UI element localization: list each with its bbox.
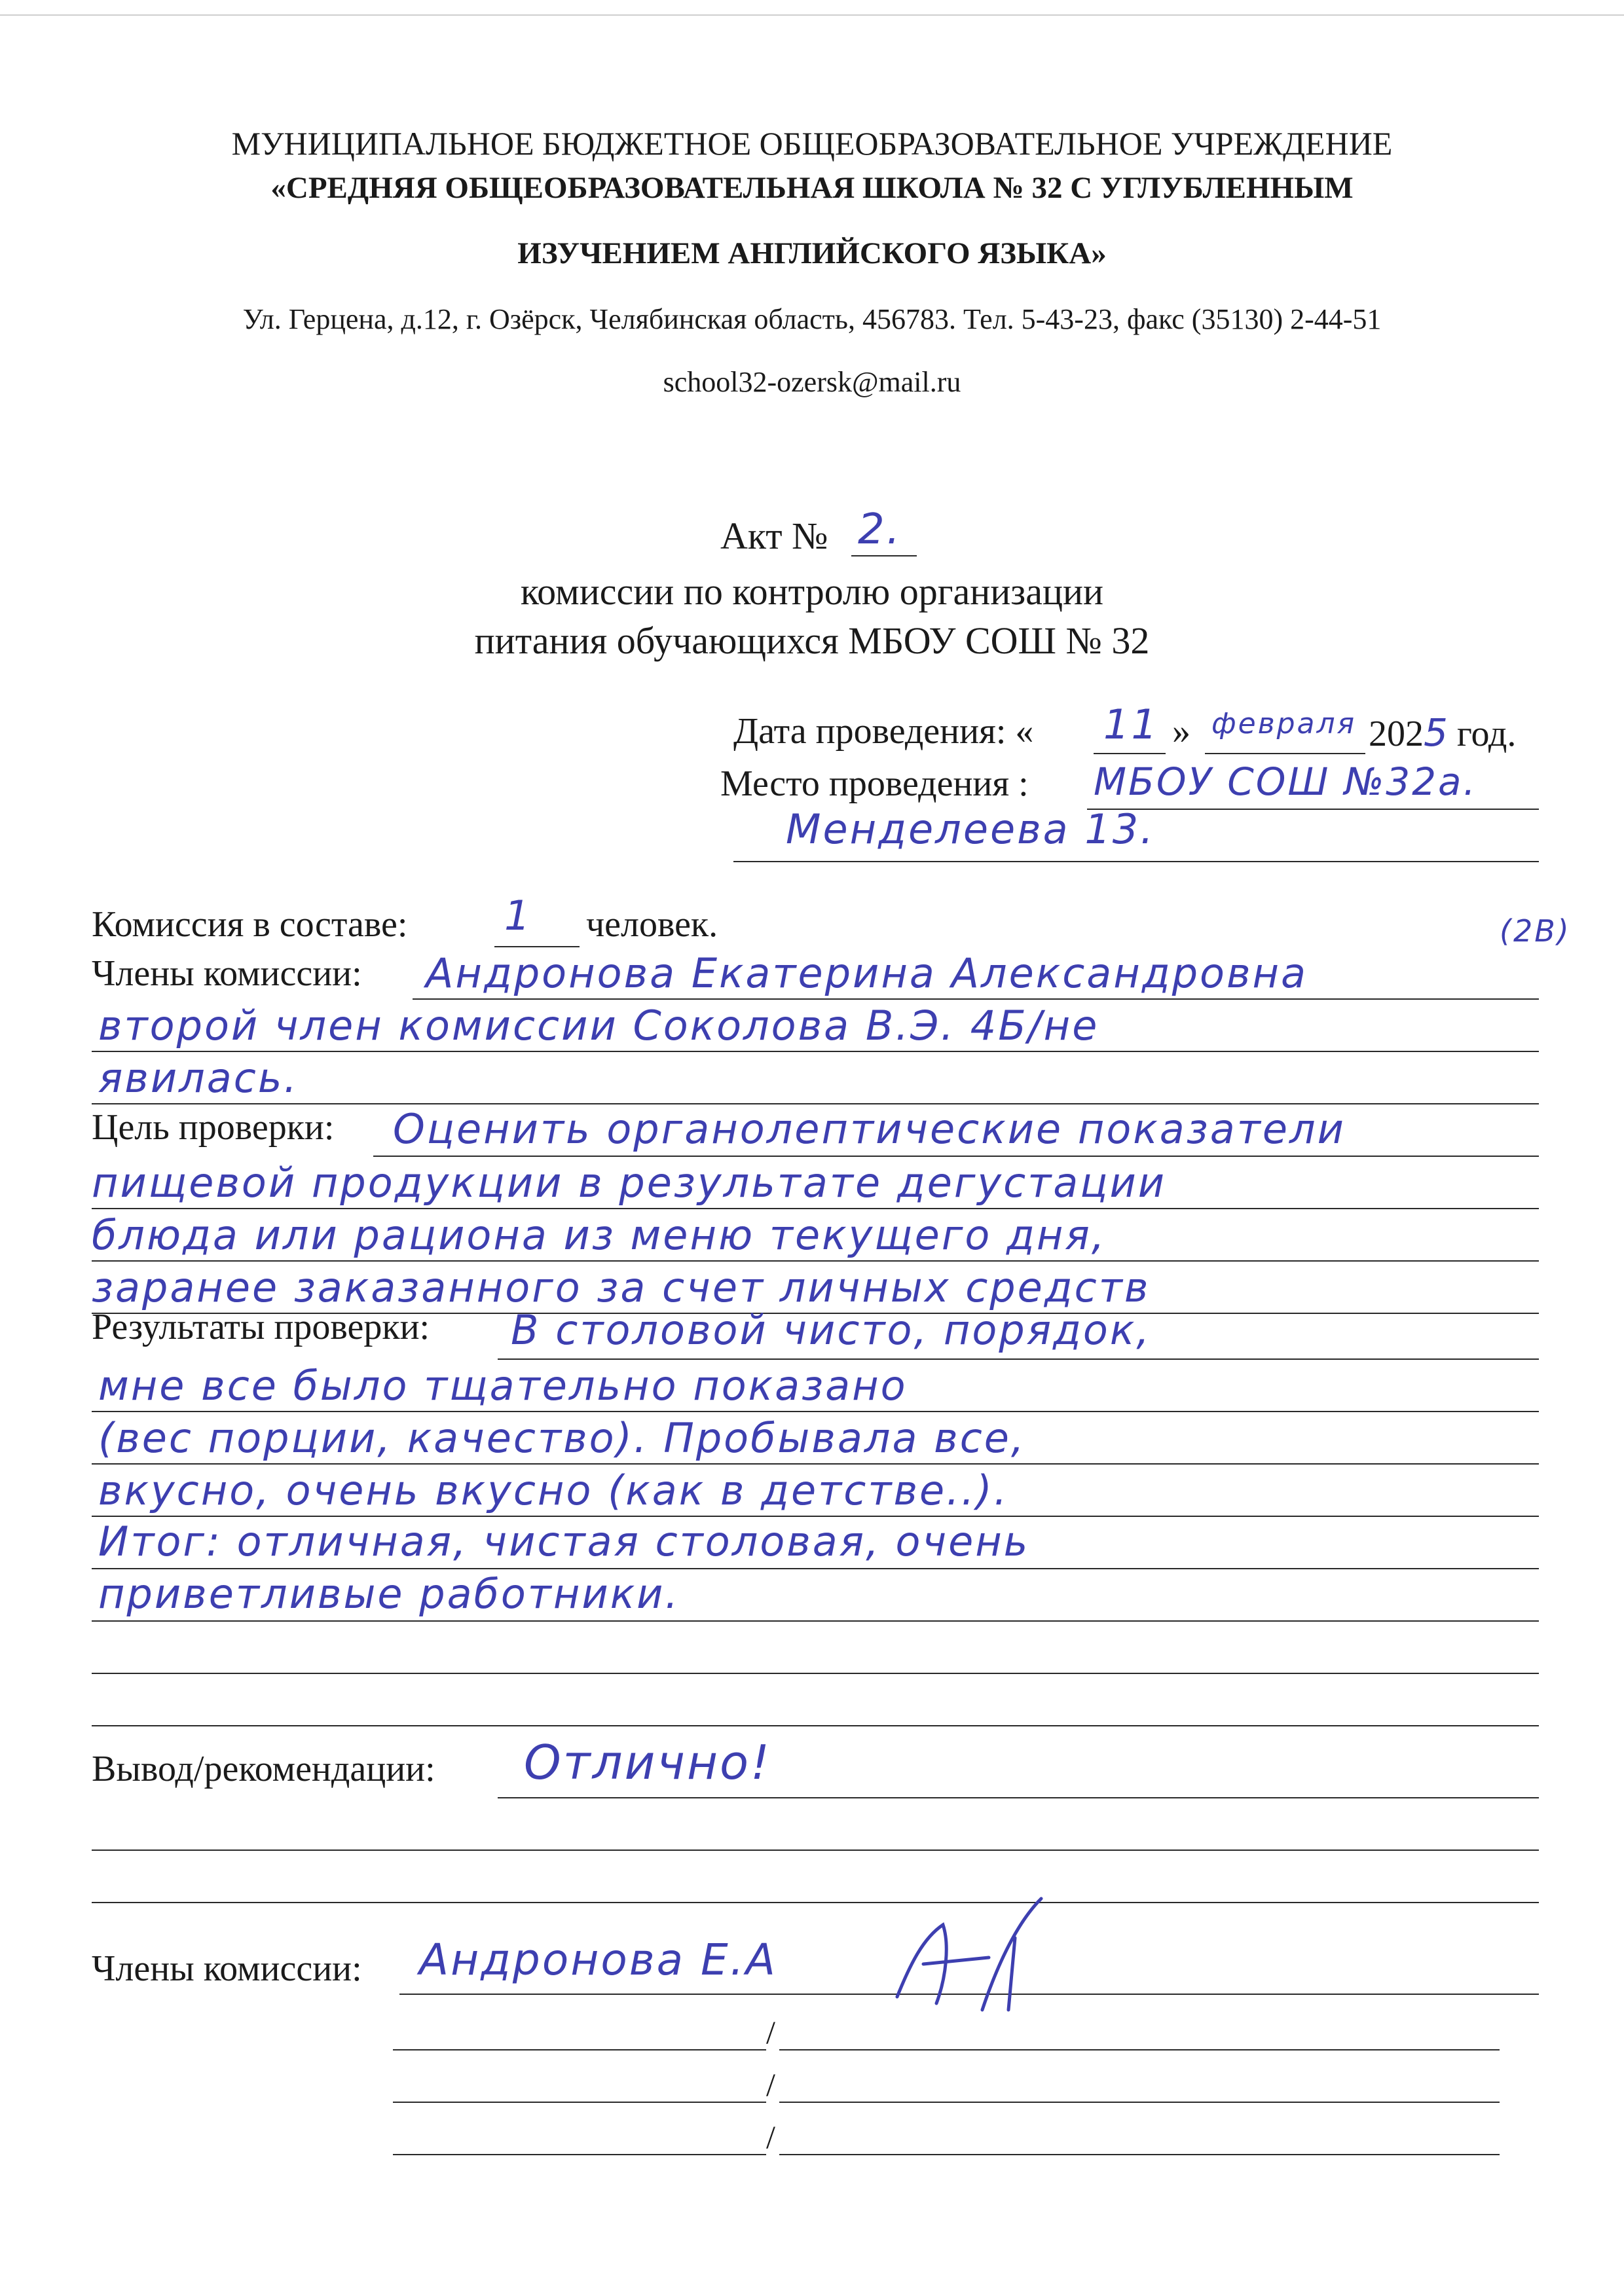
purpose-text-line1: Оценить органолептические показатели: [393, 1105, 1346, 1153]
members-line1: [413, 998, 1539, 1000]
members-text-line3: явилась.: [98, 1054, 299, 1102]
members-text-line2: второй член комиссии Соколова В.Э. 4Б/не: [98, 1002, 1099, 1049]
purpose-text-line2: пищевой продукции в результате дегустации: [92, 1159, 1167, 1207]
institution-name-line3: ИЗУЧЕНИЕМ АНГЛИЙСКОГО ЯЗЫКА»: [517, 236, 1107, 270]
results-line3: [92, 1463, 1539, 1465]
commission-size-unit: человек.: [586, 904, 718, 945]
purpose-line3: [92, 1260, 1539, 1262]
purpose-line1: [373, 1156, 1539, 1157]
purpose-text-line3: блюда или рациона из меню текущего дня,: [92, 1211, 1107, 1259]
results-text-line5: Итог: отличная, чистая столовая, очень: [98, 1518, 1030, 1565]
date-day: 11: [1103, 701, 1159, 748]
results-text-line4: вкусно, очень вкусно (как в детстве..).: [98, 1467, 1009, 1514]
signature-line4-left: [393, 2154, 766, 2155]
date-day-line: [1094, 753, 1166, 754]
signature-separator-4: /: [766, 2119, 775, 2155]
date-label: Дата проведения: «: [733, 711, 1034, 752]
signature-separator-2: /: [766, 2014, 775, 2050]
members-note: (2В): [1500, 913, 1571, 949]
commission-size-value: 1: [504, 892, 532, 939]
results-line1: [498, 1358, 1539, 1360]
act-title: [720, 514, 828, 558]
signature-line3-left: [393, 2102, 766, 2103]
date-year-suffix: год.: [1456, 714, 1517, 754]
act-title-prefix: Акт №: [720, 515, 828, 557]
signature-separator-3: /: [766, 2066, 775, 2103]
members-label: Члены комиссии:: [92, 953, 362, 994]
conclusion-line3: [92, 1902, 1539, 1903]
date-month-line: [1205, 753, 1365, 754]
results-line8: [92, 1725, 1539, 1726]
conclusion-value: Отлично!: [524, 1735, 771, 1790]
scan-top-edge: [0, 14, 1624, 16]
signature-line2-left: [393, 2049, 766, 2050]
commission-size-line: [494, 946, 580, 947]
results-line2: [92, 1411, 1539, 1412]
act-number-line: [851, 555, 917, 556]
signature-name: Андронова Е.А: [419, 1935, 777, 1985]
signature-line4-right: [779, 2154, 1500, 2155]
members-line2: [92, 1051, 1539, 1052]
conclusion-label: Вывод/рекомендации:: [92, 1749, 435, 1789]
handwritten-signature: [884, 1886, 1067, 2016]
institution-name-line2: «СРЕДНЯЯ ОБЩЕОБРАЗОВАТЕЛЬНАЯ ШКОЛА № 32 С УГЛУБЛЕННЫМ: [270, 171, 1354, 205]
results-line7: [92, 1673, 1539, 1674]
members-text-line1: Андронова Екатерина Александровна: [426, 949, 1308, 997]
signatures-label: Члены комиссии:: [92, 1948, 362, 1989]
date-month: февраля: [1211, 707, 1357, 740]
place-line2: [733, 861, 1539, 862]
results-text-line2: мне все было тщательно показано: [98, 1362, 908, 1410]
act-subtitle2: питания обучающихся МБОУ СОШ № 32: [474, 619, 1150, 662]
results-text-line1: В столовой чисто, порядок,: [511, 1306, 1151, 1354]
results-line6: [92, 1620, 1539, 1622]
institution-email: school32-ozersk@mail.ru: [663, 366, 961, 398]
institution-name-line1: МУНИЦИПАЛЬНОЕ БЮДЖЕТНОЕ ОБЩЕОБРАЗОВАТЕЛЬНОЕ УЧРЕЖДЕНИЕ: [231, 125, 1393, 162]
place-value-line2: Менделеева 13.: [786, 805, 1155, 853]
purpose-label: Цель проверки:: [92, 1107, 335, 1148]
date-year: [1369, 710, 1516, 755]
institution-address: Ул. Герцена, д.12, г. Озёрск, Челябинская область, 456783. Тел. 5-43-23, факс (35130) 2-44-51: [242, 303, 1382, 335]
members-line3: [92, 1103, 1539, 1104]
date-year-digit: 5: [1424, 710, 1448, 755]
conclusion-line1: [498, 1797, 1539, 1798]
purpose-text-line4: заранее заказанного за счет личных средств: [92, 1264, 1151, 1311]
date-year-prefix: 202: [1369, 714, 1424, 754]
results-line4: [92, 1516, 1539, 1517]
results-line5: [92, 1568, 1539, 1569]
conclusion-line2: [92, 1850, 1539, 1851]
results-text-line3: (вес порции, качество). Пробывала все,: [98, 1414, 1026, 1462]
place-value-line1: МБОУ СОШ №32а.: [1094, 759, 1477, 804]
purpose-line2: [92, 1208, 1539, 1209]
signature-line3-right: [779, 2102, 1500, 2103]
date-quote-close: »: [1172, 711, 1190, 752]
commission-size-label: Комиссия в составе:: [92, 904, 408, 945]
results-text-line6: приветливые работники.: [98, 1570, 680, 1618]
act-number: 2.: [858, 505, 902, 554]
act-subtitle1: комиссии по контролю организации: [520, 570, 1104, 613]
signature-line2-right: [779, 2049, 1500, 2050]
results-label: Результаты проверки:: [92, 1307, 430, 1347]
place-label: Место проведения :: [720, 763, 1029, 804]
